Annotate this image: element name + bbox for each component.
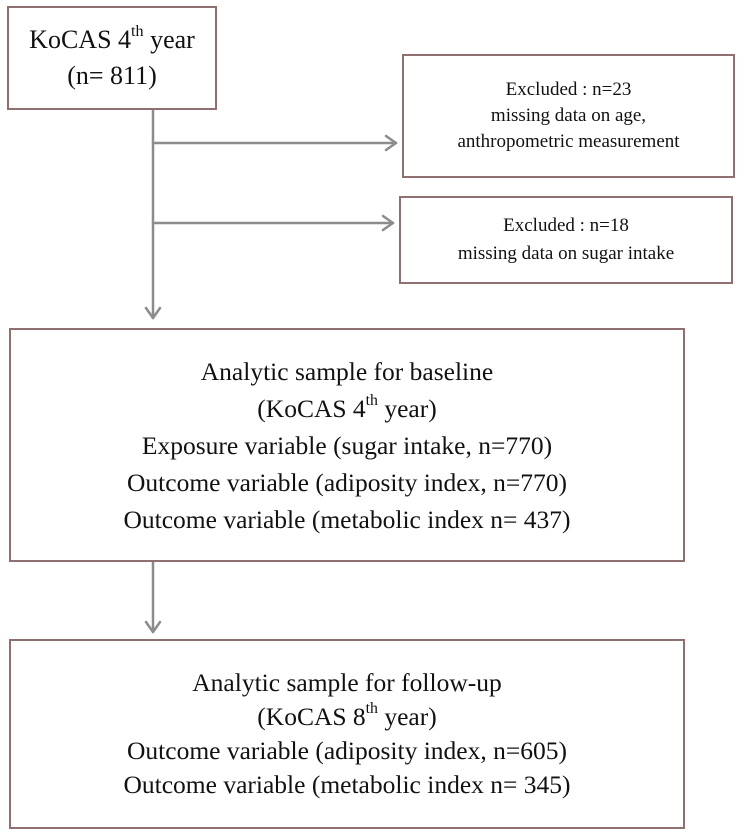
exclusion-1-count: Excluded : n=23: [505, 79, 632, 100]
exclusion-1-reason-line2: anthropometric measurement: [457, 131, 680, 152]
cohort-count: (n= 811): [67, 61, 157, 90]
exclusion-1-reason-line1: missing data on age,: [490, 105, 647, 126]
followup-sample-box: [9, 639, 685, 829]
baseline-outcome-metabolic: Outcome variable (metabolic index n= 437): [123, 504, 571, 534]
cohort-box: [7, 6, 217, 110]
baseline-sample-box: [9, 328, 685, 562]
exclusion-2-count: Excluded : n=18: [503, 215, 629, 236]
exclusion-box-1: [402, 54, 735, 178]
exclusion-2-reason: missing data on sugar intake: [457, 243, 675, 264]
baseline-title: Analytic sample for baseline: [200, 356, 494, 386]
baseline-wave: (KoCAS 4th year): [257, 391, 437, 423]
cohort-title: KoCAS 4th year: [29, 22, 195, 54]
followup-outcome-metabolic: Outcome variable (metabolic index n= 345): [123, 770, 571, 799]
followup-outcome-adiposity: Outcome variable (adiposity index, n=605): [127, 736, 567, 765]
exclusion-box-2: [399, 196, 733, 284]
followup-wave: (KoCAS 8th year): [257, 700, 437, 731]
baseline-outcome-adiposity: Outcome variable (adiposity index, n=770): [127, 467, 567, 497]
followup-title: Analytic sample for follow-up: [192, 668, 502, 697]
baseline-exposure: Exposure variable (sugar intake, n=770): [141, 430, 553, 460]
